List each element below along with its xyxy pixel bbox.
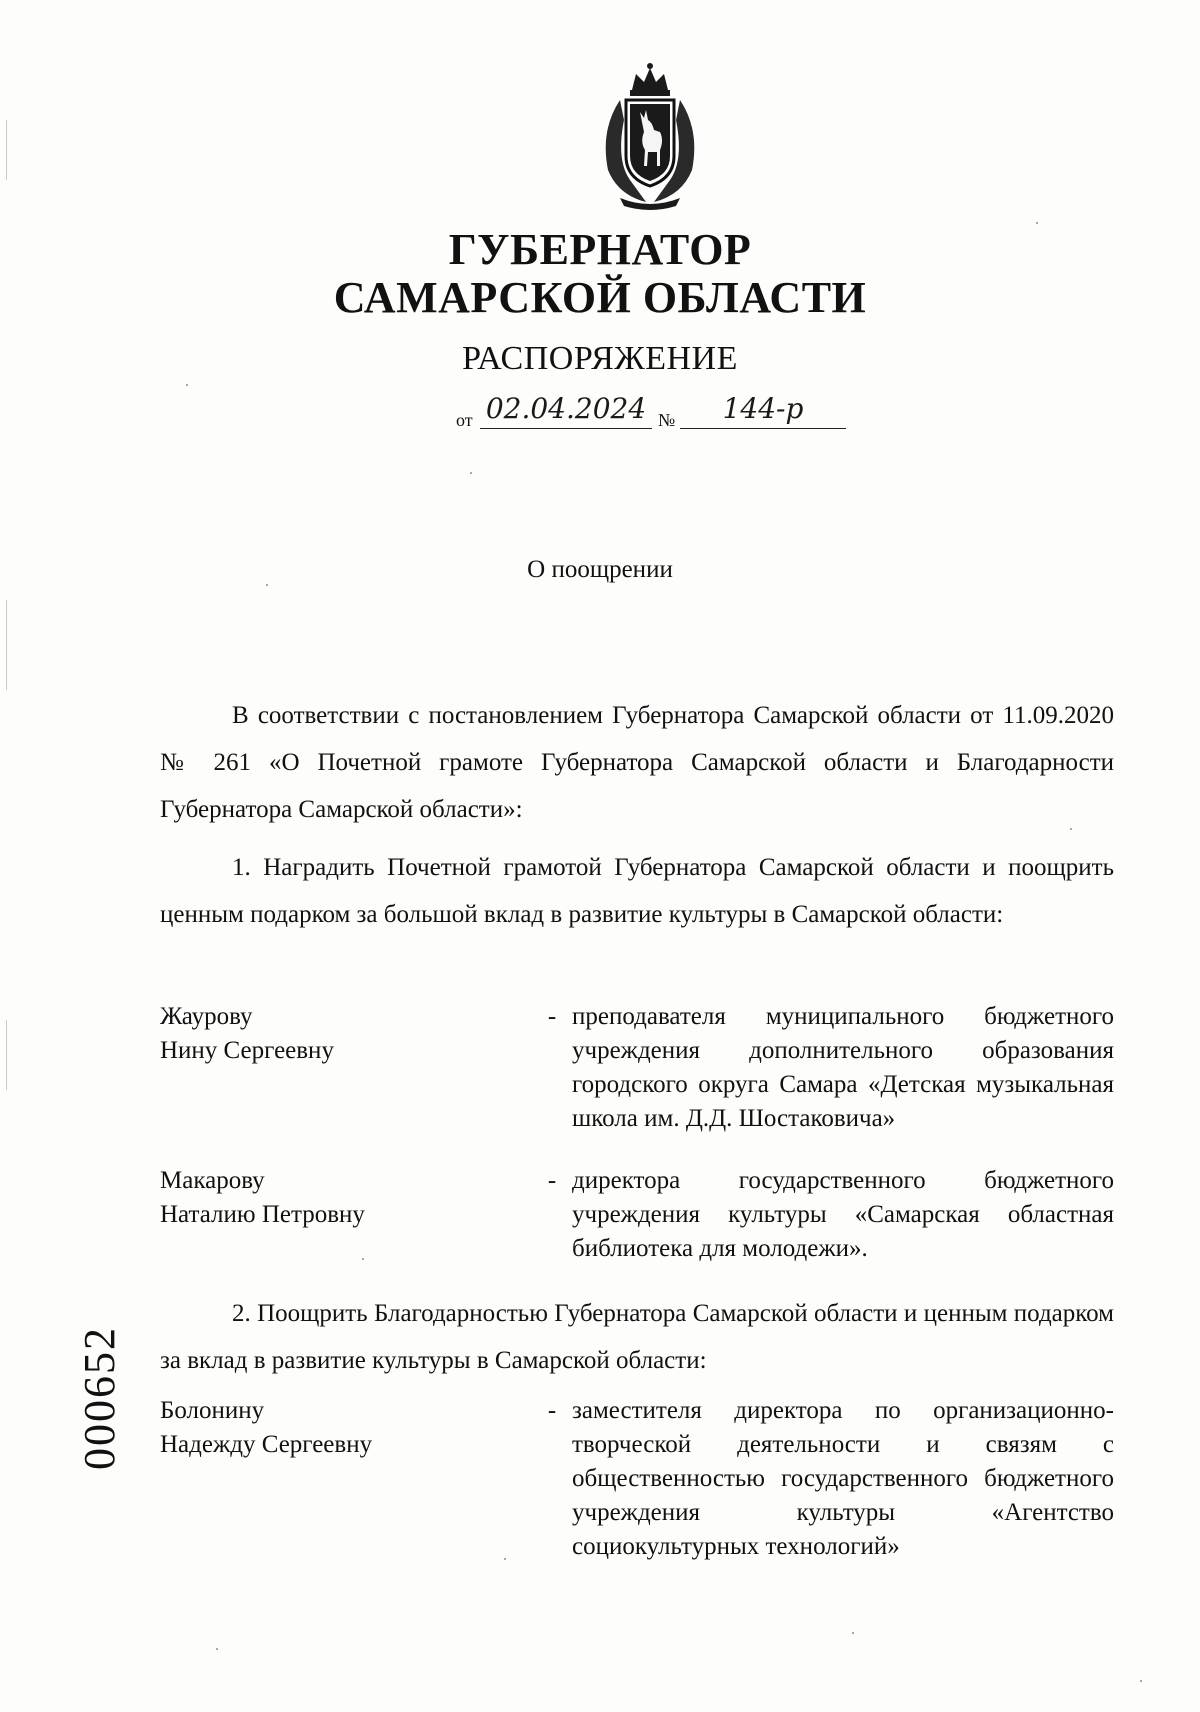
scan-speck (362, 1258, 364, 1260)
registration-line (456, 392, 856, 436)
scan-speck (1140, 1680, 1142, 1682)
date-label: от (456, 410, 473, 430)
awardee-row (160, 1000, 1114, 1136)
issuer-title-line1: ГУБЕРНАТОР (448, 225, 752, 274)
scan-speck (504, 1558, 506, 1560)
issuer-title-line2: САМАРСКОЙ ОБЛАСТИ (333, 273, 867, 322)
scan-speck (852, 1632, 854, 1634)
awardee-name (160, 1000, 540, 1068)
awardee-dash: - (547, 1167, 557, 1194)
awardee-name (160, 1394, 540, 1462)
awardee-dash: - (547, 1397, 557, 1424)
awardee-given-name: Наталию Петровну (160, 1201, 365, 1228)
item1-paragraph: 1. Наградить Почетной грамотой Губернатора Самарской области и поощрить ценным подарком за большой вклад в развитие культуры в Самарской области: (160, 854, 1114, 928)
awardee-position: преподавателя муниципального бюджетного учреждения дополнительного образования городского округа Самара «Детская музыкальная школа им. Д.Д. Шостаковича» (572, 1003, 1114, 1132)
awardee-dash: - (547, 1003, 557, 1030)
awardee-given-name: Надежду Сергеевну (160, 1431, 373, 1458)
item2-paragraph: 2. Поощрить Благодарностью Губернатора Самарской области и ценным подарком за вклад в развитие культуры в Самарской области: (160, 1300, 1114, 1374)
awardee-row (160, 1394, 1114, 1564)
scan-speck (216, 1648, 218, 1650)
scan-speck (1070, 828, 1072, 830)
scan-edge-mark (6, 1020, 7, 1090)
awardee-position: директора государственного бюджетного учреждения культуры «Самарская областная библиотека для молодежи». (572, 1167, 1114, 1262)
scan-edge-mark (6, 120, 7, 180)
handwritten-date: 02.04.2024 (480, 392, 652, 429)
serial-number-stamp: 000652 (75, 1326, 124, 1470)
scan-speck (470, 472, 472, 474)
awardee-surname: Макарову (160, 1167, 265, 1194)
scan-speck (1036, 222, 1038, 224)
scan-edge-mark (6, 600, 7, 690)
awardee-given-name: Нину Сергеевну (160, 1037, 334, 1064)
number-label: № (658, 410, 676, 430)
handwritten-number: 144-р (680, 392, 846, 429)
awardee-surname: Жаурову (160, 1003, 253, 1030)
scan-speck (266, 584, 268, 586)
preamble-paragraph: В соответствии с постановлением Губернатора Самарской области от 11.09.2020 № 261 «О Почетной грамоте Губернатора Самарской области и Благодарности Губернатора Самарской области»: (160, 702, 1114, 823)
samara-coat-of-arms-icon (590, 60, 710, 210)
awardee-surname: Болонину (160, 1397, 265, 1424)
document-type: РАСПОРЯЖЕНИЕ (462, 340, 738, 377)
awardee-name (160, 1164, 540, 1232)
awardee-position: заместителя директора по организационно-творческой деятельности и связям с общественностью государственного бюджетного учреждения культуры «Агентство социокультурных технологий» (572, 1397, 1114, 1560)
awardee-row (160, 1164, 1114, 1268)
scan-speck (186, 384, 188, 386)
document-subject: О поощрении (527, 556, 673, 583)
